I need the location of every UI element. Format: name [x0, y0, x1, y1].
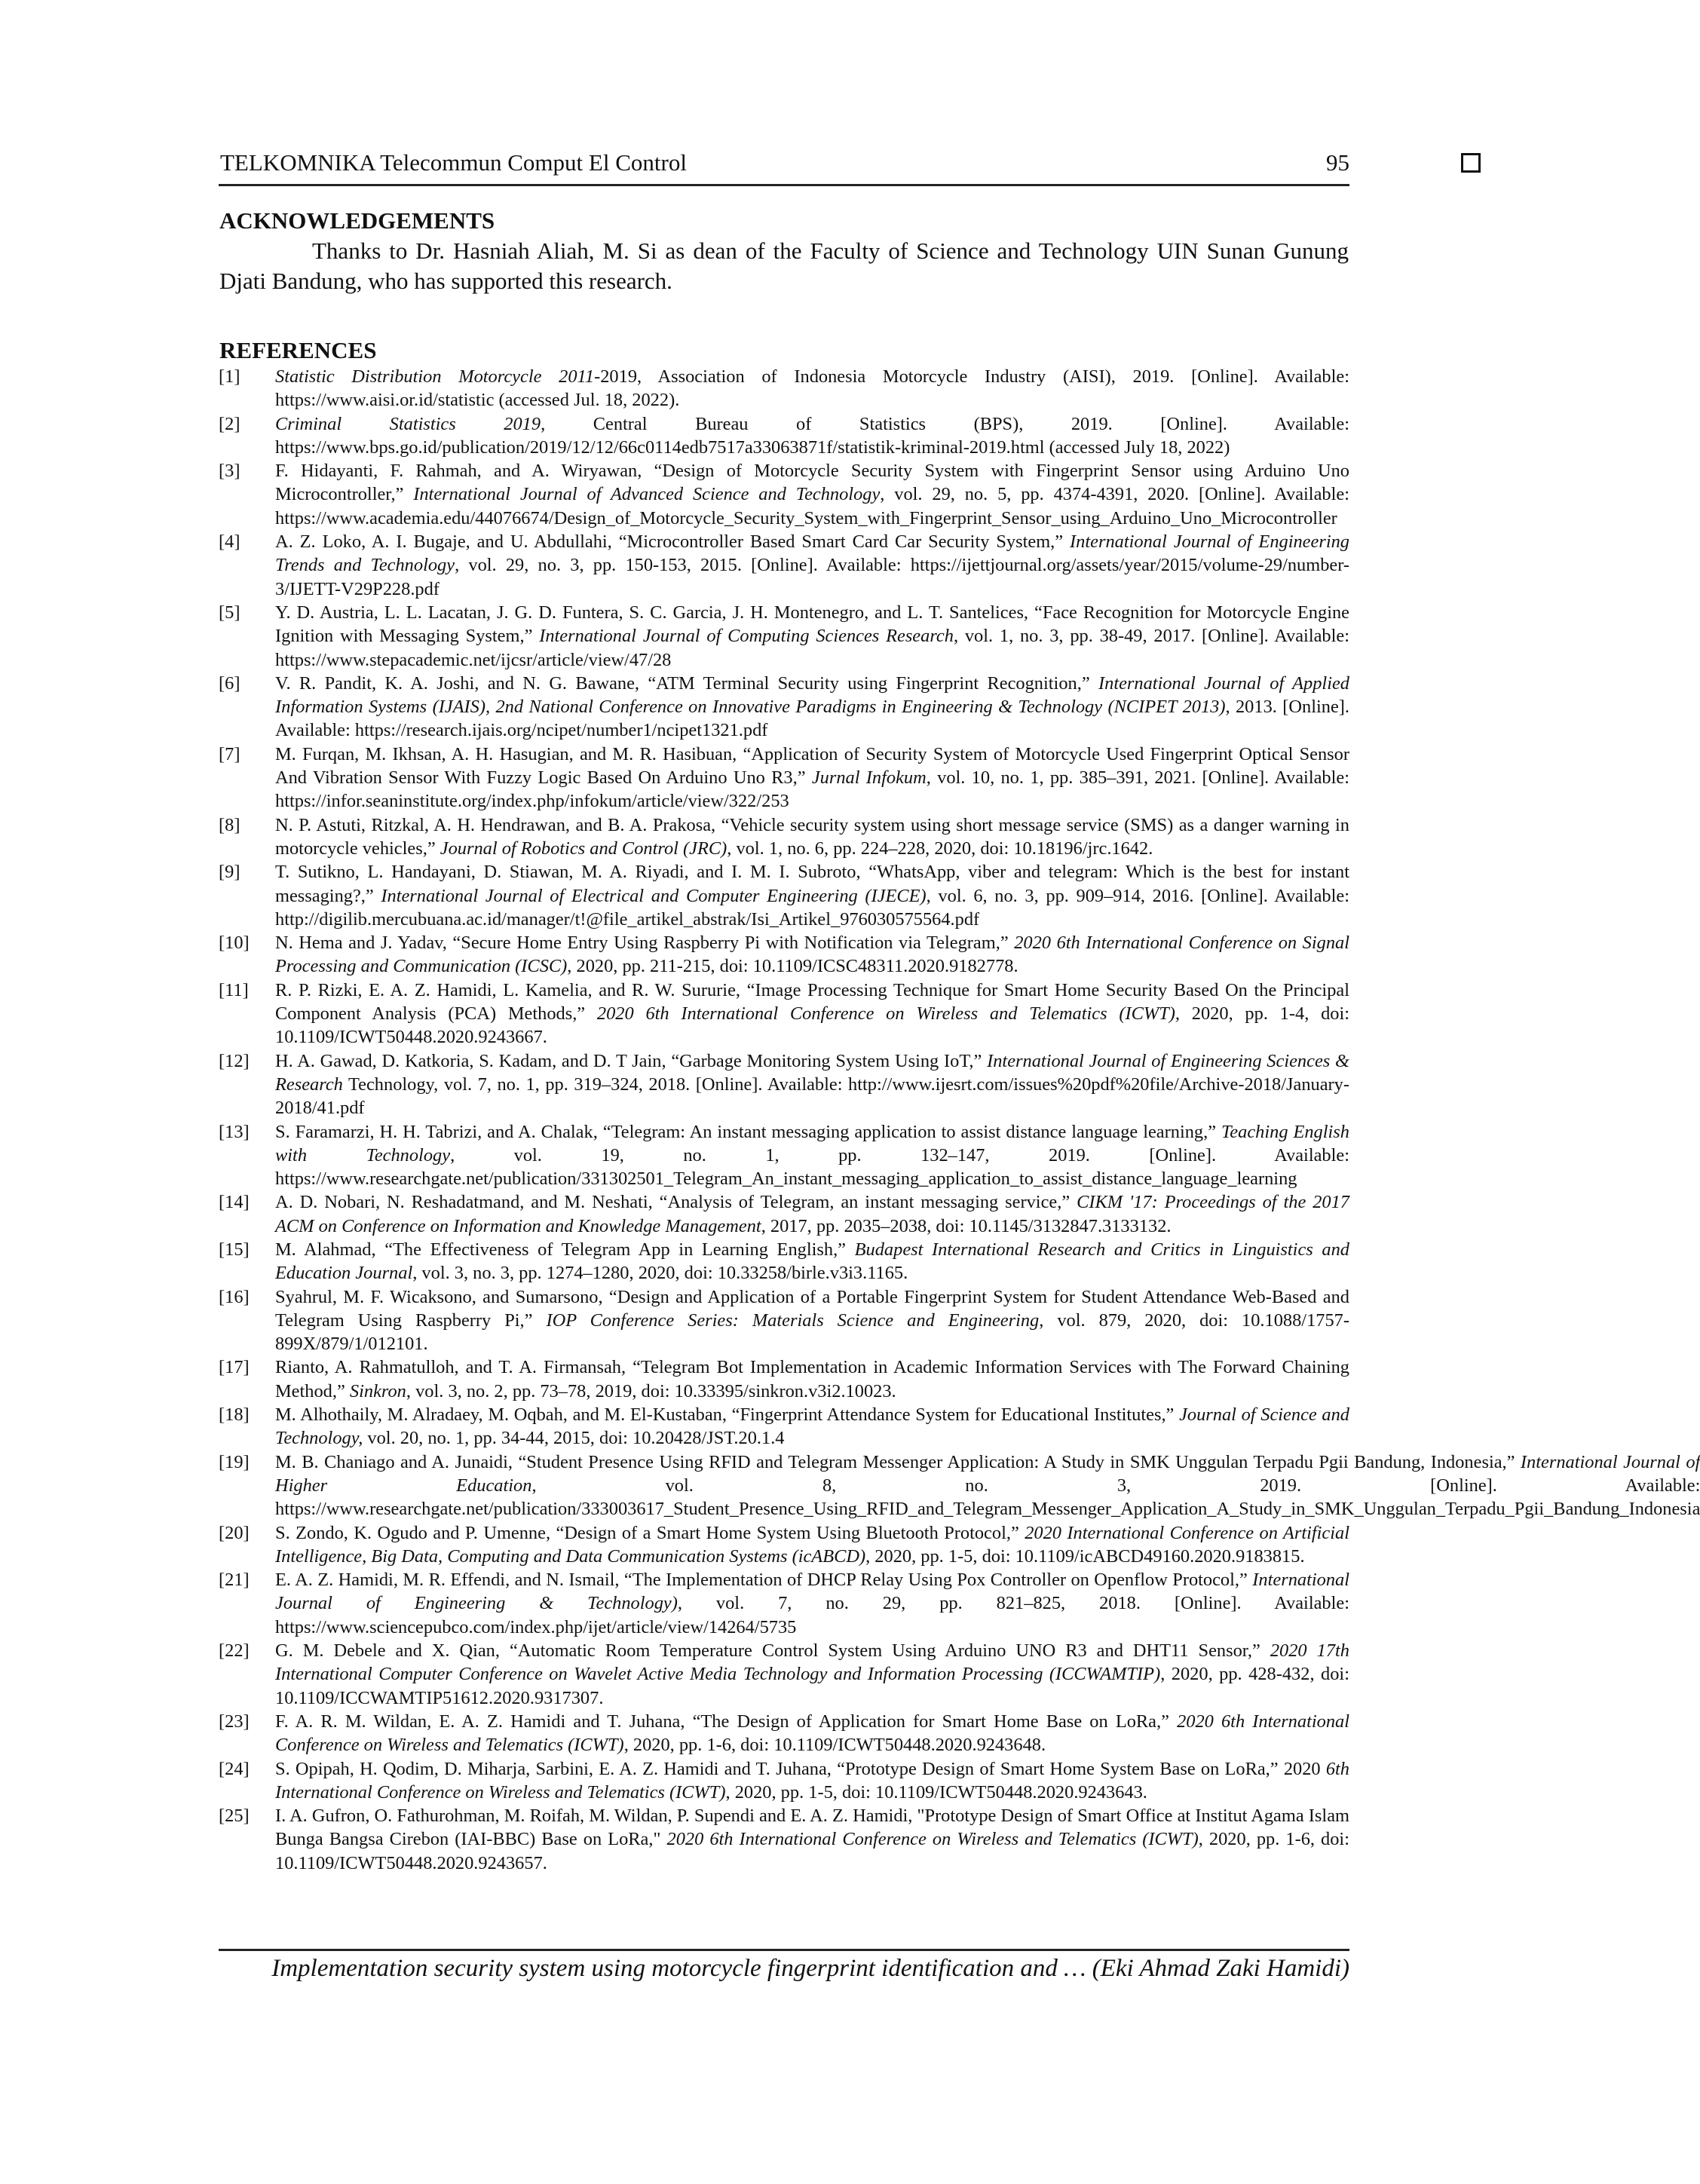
- reference-venue: 2020 6th International Conference on Wireless and Telematics (ICWT): [275, 1711, 1349, 1756]
- reference-text: [275, 412, 1349, 460]
- reference-authors-title: S. Faramarzi, H. H. Tabrizi, and A. Chalak, “Telegram: An instant messaging application to assist distance language learning,”: [275, 1121, 1221, 1142]
- reference-authors-title: M. Furqan, M. Ikhsan, A. H. Hasugian, and M. R. Hasibuan, “Application of Security System of Motorcycle Used Fingerprint Optical Sensor And Vibration Sensor With Fuzzy Logic Based On Arduino Uno R3,”: [275, 743, 1349, 789]
- reference-text: [275, 601, 1349, 672]
- reference-item: [219, 979, 1349, 1049]
- reference-text: [275, 979, 1349, 1049]
- reference-number: [24]: [219, 1758, 250, 1779]
- reference-text: [275, 860, 1349, 931]
- reference-text: [275, 530, 1349, 601]
- reference-number: [12]: [219, 1050, 250, 1071]
- page-footer: [219, 1949, 1349, 1984]
- reference-text: [275, 1710, 1349, 1757]
- reference-number: [2]: [219, 413, 240, 434]
- square-box-icon: [1461, 153, 1481, 173]
- reference-authors-title: N. P. Astuti, Ritzkal, A. H. Hendrawan, and B. A. Prakosa, “Vehicle security system using short message service (SMS) as a danger warning in motorcycle vehicles,”: [275, 814, 1349, 859]
- reference-text: [275, 1285, 1349, 1356]
- reference-item: [219, 931, 1349, 979]
- reference-venue: Budapest International Research and Critics in Linguistics and Education Journal: [275, 1239, 1349, 1284]
- reference-item: [219, 860, 1349, 931]
- reference-authors-title: F. Hidayanti, F. Rahmah, and A. Wiryawan, “Design of Motorcycle Security System with Fingerprint Sensor using Arduino Uno Microcontroller,”: [275, 461, 1349, 505]
- reference-venue: International Journal of Engineering Sciences & Research: [275, 1050, 1349, 1095]
- reference-text: [275, 1450, 1700, 1521]
- reference-text: [275, 1757, 1349, 1805]
- reference-venue: International Journal of Higher Education: [275, 1451, 1700, 1496]
- reference-venue: CIKM '17: Proceedings of the 2017 ACM on Conference on Information and Knowledge Management: [275, 1192, 1349, 1236]
- reference-item: [219, 1403, 1349, 1450]
- reference-number: [7]: [219, 743, 240, 764]
- reference-details: , vol. 6, no. 3, pp. 909–914, 2016. [Online]. Available: http://digilib.mercubuana.ac.id/manager/t!@file_artikel_abstrak/Isi_Artikel_976030575564.pdf: [275, 885, 1349, 930]
- reference-venue: IOP Conference Series: Materials Science and Engineering: [546, 1309, 1040, 1331]
- reference-venue: International Journal of Advanced Science and Technology: [413, 484, 881, 505]
- reference-text: [275, 672, 1349, 743]
- reference-item: [219, 530, 1349, 601]
- reference-number: [20]: [219, 1522, 250, 1543]
- reference-details: , vol. 8, no. 3, 2019. [Online]. Available: https://www.researchgate.net/publication/333003617_Student_Presence_Using_RFID_and_Telegram_Messenger_Application_A_Study_in_SMK_Unggulan_Terpadu_Pgii_Bandung_Indonesia: [275, 1475, 1700, 1520]
- reference-number: [3]: [219, 461, 240, 482]
- reference-details: , vol. 29, no. 5, pp. 4374-4391, 2020. [Online]. Available: https://www.academia.edu/44076674/Design_of_Motorcycle_Security_System_with_Fingerprint_Sensor_using_Arduino_Uno_Microcontroller: [275, 484, 1349, 528]
- reference-venue: Jurnal Infokum: [811, 767, 927, 789]
- reference-venue: International Journal of Applied Information Systems (IJAIS), 2nd National Conference on Innovative Paradigms in Engineering & Technology (NCIPET 2013): [275, 672, 1350, 718]
- reference-details: 2020, pp. 1-4, doi: 10.1109/ICWT50448.2020.9243667.: [275, 1003, 1350, 1048]
- journal-title: TELKOMNIKA Telecommun Comput El Control: [220, 149, 687, 176]
- reference-number: [10]: [219, 933, 250, 954]
- reference-item: [219, 601, 1349, 672]
- reference-details: , 2013. [Online]. Available: https://research.ijais.org/ncipet/number1/ncipet1321.pdf: [275, 697, 1349, 741]
- acknowledgements-heading: ACKNOWLEDGEMENTS: [219, 207, 495, 234]
- reference-item: [219, 412, 1349, 460]
- reference-number: [15]: [219, 1239, 250, 1260]
- reference-number: [17]: [219, 1357, 250, 1378]
- reference-venue: Sinkron: [349, 1380, 406, 1401]
- reference-text: [275, 1403, 1349, 1450]
- reference-text: [275, 1521, 1349, 1569]
- reference-item: [219, 1355, 1349, 1403]
- reference-item: [219, 1450, 1700, 1521]
- reference-details: , vol. 3, no. 3, pp. 1274–1280, 2020, doi: 10.33258/birle.v3i3.1165.: [412, 1263, 908, 1284]
- reference-number: [4]: [219, 531, 240, 553]
- reference-venue: Journal of Robotics and Control (JRC): [440, 838, 727, 859]
- reference-details: -2019, Association of Indonesia Motorcycle Industry (AISI), 2019. [Online]. Available: https://www.aisi.or.id/statistic (accessed Jul. 18, 2022).: [275, 366, 1349, 411]
- reference-details: , 2017, pp. 2035–2038, doi: 10.1145/3132847.3133132.: [761, 1215, 1172, 1236]
- reference-authors-title: F. A. R. M. Wildan, E. A. Z. Hamidi and T. Juhana, “The Design of Application for Smart Home Base on LoRa,”: [275, 1711, 1178, 1732]
- reference-text: [275, 1568, 1349, 1639]
- reference-text: [275, 931, 1349, 979]
- reference-number: [18]: [219, 1404, 250, 1426]
- reference-details: , vol. 1, no. 3, pp. 38-49, 2017. [Online]. Available: https://www.stepacademic.net/ijcsr/article/view/47/28: [275, 626, 1350, 670]
- reference-item: [219, 459, 1349, 530]
- reference-text: [275, 365, 1349, 412]
- reference-authors-title: N. Hema and J. Yadav, “Secure Home Entry Using Raspberry Pi with Notification via Telegram,”: [275, 933, 1015, 954]
- page-header: [219, 148, 1349, 186]
- reference-venue: 2020 17th International Computer Conference on Wavelet Active Media Technology and Information Processing (ICCWAMTIP): [275, 1640, 1349, 1685]
- reference-authors-title: Rianto, A. Rahmatulloh, and T. A. Firmansah, “Telegram Bot Implementation in Academic Information Services with The Forward Chaining Method,”: [275, 1357, 1349, 1401]
- reference-text: [275, 1355, 1349, 1403]
- reference-item: [219, 1120, 1349, 1191]
- reference-venue: International Journal of Engineering & Technology): [275, 1570, 1349, 1614]
- reference-authors-title: E. A. Z. Hamidi, M. R. Effendi, and N. Ismail, “The Implementation of DHCP Relay Using Pox Controller on Openflow Protocol,”: [275, 1570, 1253, 1591]
- reference-authors-title: R. P. Rizki, E. A. Z. Hamidi, L. Kamelia, and R. W. Sururie, “Image Processing Technique for Smart Home Security Based On the Principal Component Analysis (PCA) Methods,”: [275, 979, 1349, 1025]
- reference-number: [5]: [219, 602, 240, 623]
- reference-number: [23]: [219, 1711, 250, 1732]
- reference-venue: 2020 International Conference on Artificial Intelligence, Big Data, Computing and Data Communication Systems (icABCD): [275, 1522, 1349, 1567]
- references-list: [219, 365, 1700, 1875]
- reference-authors-title: I. A. Gufron, O. Fathurohman, M. Roifah, M. Wildan, P. Supendi and E. A. Z. Hamidi, "Prototype Design of Smart Office at Institut Agama Islam Bunga Bangsa Cirebon (IAI-BBC) Base on LoRa,": [275, 1806, 1349, 1850]
- reference-authors-title: A. Z. Loko, A. I. Bugaje, and U. Abdullahi, “Microcontroller Based Smart Card Car Security System,”: [275, 531, 1071, 553]
- reference-number: [8]: [219, 814, 240, 835]
- reference-authors-title: S. Zondo, K. Ogudo and P. Umenne, “Design of a Smart Home System Using Bluetooth Protocol,”: [275, 1522, 1025, 1543]
- reference-text: [275, 743, 1349, 813]
- reference-venue: 2020 6th International Conference on Wireless and Telematics (ICWT): [666, 1829, 1199, 1850]
- reference-details: , vol. 19, no. 1, pp. 132–147, 2019. [Online]. Available: https://www.researchgate.net/publication/331302501_Telegram_An_instant_messaging_application_to_assist_distance_language_learning: [275, 1144, 1350, 1190]
- reference-details: , 2020, pp. 1-6, doi: 10.1109/ICWT50448.2020.9243648.: [623, 1735, 1046, 1756]
- reference-details: , 2020, pp. 1-5, doi: 10.1109/icABCD49160.2020.9183815.: [865, 1545, 1305, 1567]
- reference-text: [275, 1049, 1349, 1120]
- reference-text: [275, 1639, 1349, 1710]
- reference-details: , vol. 29, no. 3, pp. 150-153, 2015. [Online]. Available: https://ijettjournal.org/assets/year/2015/volume-29/number-3/IJETT-V29P228.pdf: [275, 555, 1349, 599]
- reference-item: [219, 1521, 1349, 1569]
- reference-authors-title: G. M. Debele and X. Qian, “Automatic Room Temperature Control System Using Arduino UNO R3 and DHT11 Sensor,”: [275, 1640, 1270, 1662]
- reference-item: [219, 365, 1349, 412]
- reference-venue: International Journal of Engineering Trends and Technology: [275, 531, 1349, 576]
- reference-number: [22]: [219, 1640, 250, 1662]
- reference-details: , 2020, pp. 428-432, doi: 10.1109/ICCWAMTIP51612.2020.9317307.: [275, 1664, 1349, 1708]
- reference-number: [13]: [219, 1121, 250, 1142]
- reference-text: [275, 1120, 1349, 1191]
- reference-text: [275, 1804, 1349, 1875]
- reference-item: [219, 1238, 1349, 1285]
- reference-venue: International Journal of Computing Sciences Research: [539, 626, 954, 647]
- reference-item: [219, 743, 1349, 813]
- reference-details: , vol. 10, no. 1, pp. 385–391, 2021. [Online]. Available: https://infor.seaninstitute.org/index.php/infokum/article/view/322/253: [275, 767, 1350, 812]
- reference-text: [275, 1190, 1349, 1238]
- reference-number: [16]: [219, 1286, 250, 1307]
- page-number: 95: [1326, 149, 1349, 176]
- reference-authors-title: A. D. Nobari, N. Reshadatmand, and M. Neshati, “Analysis of Telegram, an instant messaging service,”: [275, 1192, 1077, 1213]
- reference-number: [9]: [219, 862, 240, 883]
- reference-authors-title: M. Alahmad, “The Effectiveness of Telegram App in Learning English,”: [275, 1239, 855, 1260]
- reference-details: , 2020, pp. 211-215, doi: 10.1109/ICSC48311.2020.9182778.: [567, 956, 1018, 977]
- reference-details: , Central Bureau of Statistics (BPS), 2019. [Online]. Available: https://www.bps.go.id/publication/2019/12/12/66c0114edb7517a33063871f/statistik-kriminal-2019.html (accessed July 18, 2022): [275, 413, 1350, 458]
- reference-venue: 2020 6th International Conference on Signal Processing and Communication (ICSC): [275, 933, 1349, 977]
- footer-citation: Implementation security system using motorcycle fingerprint identification and … (Eki Ahmad Zaki Hamidi): [271, 1955, 1349, 1982]
- reference-number: [21]: [219, 1570, 250, 1591]
- reference-details: , vol. 879, 2020, doi: 10.1088/1757-899X/879/1/012101.: [275, 1309, 1349, 1355]
- reference-authors-title: M. Alhothaily, M. Alradaey, M. Oqbah, and M. El-Kustaban, “Fingerprint Attendance System for Educational Institutes,”: [275, 1404, 1180, 1426]
- reference-item: [219, 1049, 1349, 1120]
- reference-number: [11]: [219, 979, 249, 1000]
- reference-details: vol. 20, no. 1, pp. 34-44, 2015, doi: 10.20428/JST.20.1.4: [363, 1428, 785, 1449]
- reference-text: [275, 813, 1349, 861]
- reference-details: , 2020, pp. 1-5, doi: 10.1109/ICWT50448.2020.9243643.: [725, 1781, 1147, 1803]
- reference-item: [219, 1568, 1349, 1639]
- acknowledgements-body: Thanks to Dr. Hasniah Aliah, M. Si as dean of the Faculty of Science and Technology UIN Sunan Gunung Djati Bandung, who has supported this research.: [219, 237, 1349, 294]
- reference-number: [19]: [219, 1451, 250, 1472]
- references-heading: REFERENCES: [219, 337, 377, 363]
- reference-item: [219, 1757, 1349, 1805]
- reference-details: , 2020, pp. 1-6, doi: 10.1109/ICWT50448.2020.9243657.: [275, 1829, 1349, 1873]
- reference-item: [219, 813, 1349, 861]
- reference-item: [219, 672, 1349, 743]
- reference-number: [14]: [219, 1192, 250, 1213]
- reference-authors-title: M. B. Chaniago and A. Junaidi, “Student Presence Using RFID and Telegram Messenger Application: A Study in SMK Unggulan Terpadu Pgii Bandung, Indonesia,”: [275, 1451, 1521, 1472]
- reference-text: [275, 1238, 1349, 1285]
- reference-venue: 6th International Conference on Wireless and Telematics (ICWT): [275, 1758, 1349, 1803]
- reference-authors-title: Syahrul, M. F. Wicaksono, and Sumarsono, “Design and Application of a Portable Fingerprint System for Student Attendance Web-Based and Telegram Using Raspberry Pi,”: [275, 1286, 1349, 1331]
- reference-details: , vol. 3, no. 2, pp. 73–78, 2019, doi: 10.33395/sinkron.v3i2.10023.: [406, 1380, 896, 1401]
- reference-details: , vol. 7, no. 29, pp. 821–825, 2018. [Online]. Available: https://www.sciencepubco.com/index.php/ijet/article/view/14264/5735: [275, 1593, 1349, 1637]
- reference-authors-title: Y. D. Austria, L. L. Lacatan, J. G. D. Funtera, S. C. Garcia, J. H. Montenegro, and L. T. Santelices, “Face Recognition for Motorcycle Engine Ignition with Messaging System,”: [275, 602, 1349, 647]
- reference-item: [219, 1710, 1349, 1757]
- reference-text: [275, 459, 1349, 530]
- reference-number: [6]: [219, 672, 240, 694]
- reference-venue: International Journal of Electrical and Computer Engineering (IJECE): [381, 885, 927, 906]
- reference-details: , vol. 1, no. 6, pp. 224–228, 2020, doi: 10.18196/jrc.1642.: [727, 838, 1153, 859]
- reference-number: [25]: [219, 1806, 250, 1827]
- reference-authors-title: H. A. Gawad, D. Katkoria, S. Kadam, and D. T Jain, “Garbage Monitoring System Using IoT,”: [275, 1050, 988, 1071]
- reference-details: Technology, vol. 7, no. 1, pp. 319–324, 2018. [Online]. Available: http://www.ijesrt.com/issues%20pdf%20file/Archive-2018/January-2018/41.pdf: [275, 1074, 1349, 1119]
- reference-item: [219, 1804, 1349, 1875]
- reference-venue: Criminal Statistics 2019: [275, 413, 541, 434]
- reference-authors-title: V. R. Pandit, K. A. Joshi, and N. G. Bawane, “ATM Terminal Security using Fingerprint Recognition,”: [275, 672, 1098, 694]
- reference-number: [1]: [219, 366, 240, 387]
- reference-item: [219, 1285, 1349, 1356]
- reference-venue: Statistic Distribution Motorcycle 2011: [275, 366, 595, 387]
- reference-item: [219, 1190, 1349, 1238]
- reference-authors-title: T. Sutikno, L. Handayani, D. Stiawan, M. A. Riyadi, and I. M. I. Subroto, “WhatsApp, viber and telegram: Which is the best for instant messaging?,”: [275, 862, 1349, 906]
- reference-venue: Teaching English with Technology: [275, 1121, 1349, 1166]
- reference-venue: 2020 6th International Conference on Wireless and Telematics (ICWT),: [596, 1003, 1181, 1025]
- reference-venue: Journal of Science and Technology,: [275, 1404, 1349, 1449]
- reference-item: [219, 1639, 1349, 1710]
- reference-authors-title: S. Opipah, H. Qodim, D. Miharja, Sarbini, E. A. Z. Hamidi and T. Juhana, “Prototype Design of Smart Home System Base on LoRa,” 2020: [275, 1758, 1326, 1779]
